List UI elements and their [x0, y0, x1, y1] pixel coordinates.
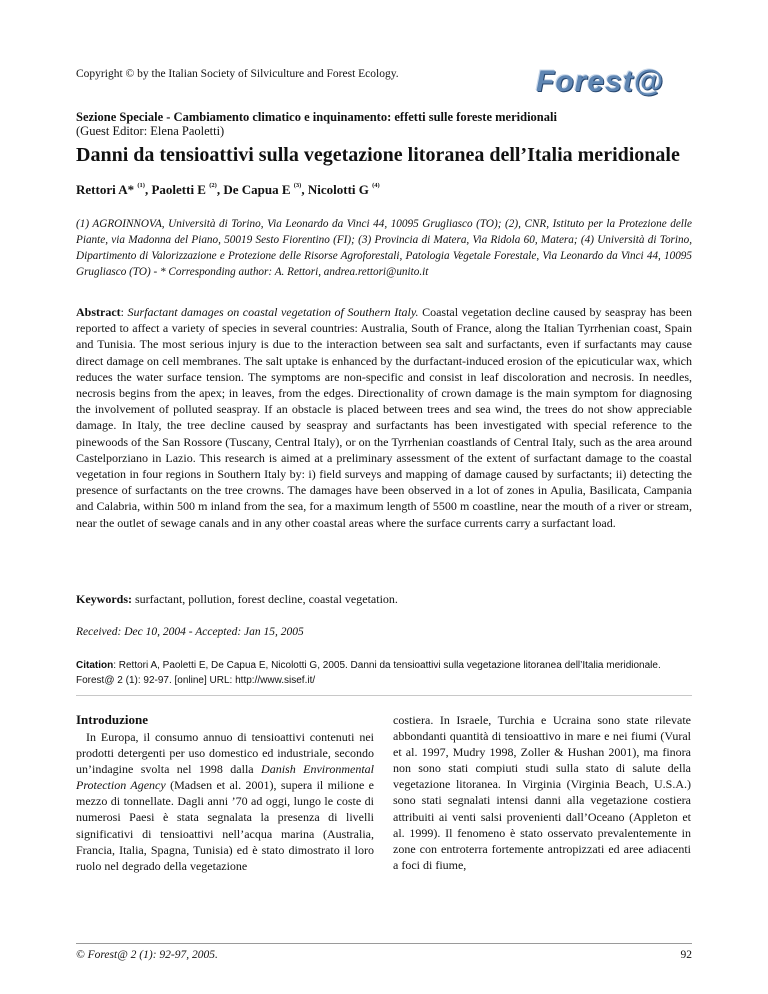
- author-name: Rettori A*: [76, 182, 135, 197]
- author-list: Rettori A* $^{(1)}$, Paoletti E $^{(2)}$, De Capua E $^{(3)}$, Nicolotti G $^{(4)}$: [76, 181, 380, 197]
- section-heading: Introduzione: [76, 712, 148, 727]
- copyright-notice: Copyright © by the Italian Society of Silviculture and Forest Ecology.: [76, 68, 399, 80]
- abstract-label: Abstract: [76, 305, 121, 319]
- author-name: Paoletti E: [151, 182, 206, 197]
- citation-label: Citation: [76, 660, 114, 671]
- agency-name: Danish Environmental Protection Agency: [76, 762, 375, 793]
- author-name: Nicolotti G: [307, 182, 369, 197]
- keywords: [76, 592, 398, 607]
- citation-text: : Rettori A, Paoletti E, De Capua E, Nicolotti G, 2005. Danni da tensioattivi sulla vegetazione litoranea dell’Italia meridionale. Forest@ 2 (1): 92-97. [online] URL: http://www.sisef.it/: [76, 660, 661, 686]
- forest-logo: Forest@: [536, 65, 664, 98]
- abstract-text: Coastal vegetation decline caused by seaspray has been reported to affect a variety of species in several countries: Australia, South of France, along the Italian Tyrrhenian coast, Spain and Tunisia. The most serious injury is due to the interaction between sea salt and surfactants, even if surfactants may cause direct damage on cell membranes. The salt uptake is enhanced by the durfactant-induced erosion of the epicuticular wax, which reduces the water surface tension. The symptoms are non-specific and consist in leaf discoloration and necrosis. In needles, necrosis begins from the apex; in leaves, from the edges. Directionality of crown damage is the main symptom for diagnosing the involvement of polluted seaspray. If an obstacle is placed between trees and sea wind, the trees do not show appreciable damage. In Italy, the tree decline caused by seaspray and surfactants has been investigated with special reference to the pinewoods of the San Rossore (Tuscany, Central Italy), or on the Tyrrhenian coastlands of Central Italy, such as the area around Castelporziano in Lazio. This research is aimed at a preliminary assessment of the extent of surfactant damage to the coastal vegetation in four regions in Southern Italy by: i) field surveys and mapping of damage caused by surfactants; ii) detecting the presence of surfactants on the tree crowns. The damages have been observed in a lot of zones in Apulia, Basilicata, Campania and Calabria, within 500 m inland from the sea, for a maximum length of 5500 m coastline, near the mouth of a river or stream, near the outlet of sewage canals and in any other coastal areas where the surface currents carry a surfactant load.: [76, 305, 693, 530]
- body-paragraph: costiera. In Israele, Turchia e Ucraina sono state rilevate abbondanti quantità di tensioattivo in mare e nei fiumi (Vural et al. 1997, Mudry 1998, Zoller & Hushan 2001), ma finora non sono stati compiuti studi sulla stato di salute della vegetazione litoranea. In Virginia (Virginia Beach, U.S.A.) sono stati segnalati intensi danni alla vegetazione costiera attribuiti ai venti salsi provenienti dall’Oceano (Appleton et al. 1999). Il fenomeno è stato osservato prevalentemente in zone con entroterra fortemente antropizzati ed aree adiacenti a foci di fiume,: [393, 713, 691, 872]
- affiliations: (1) AGROINNOVA, Università di Torino, Via Leonardo da Vinci 44, 10095 Grugliasco (TO); (2), CNR, Istituto per la Protezione delle Piante, via Madonna del Piano, 50019 Sesto Fiorentino (FI); (3) Provincia di Matera, Via Ridola 60, Matera; (4) Università di Torino, Dipartimento di Valorizzazione e Protezione delle Risorse Agroforestali, Patologia Vegetale Forestale, Via Leonardo da Vinci 44, 10095 Grugliasco (TO) - * Corresponding author: A. Rettori, andrea.rettori@unito.it: [76, 218, 692, 279]
- footer-divider: [76, 943, 692, 944]
- section-title: Sezione Speciale - Cambiamento climatico e inquinamento: effetti sulle foreste meridionali: [76, 110, 557, 124]
- keywords-label: Keywords:: [76, 592, 132, 606]
- body-text: (Madsen et al. 2001), supera il milione e mezzo di tonnellate. Dagli anni ’70 ad oggi, lungo le coste di numerosi Paesi è stata segnalata la presenza di livelli significativi di tensioattivi nell’acqua marina (Australia, Francia, Italia, Spagna, Tunisia) ed è stato dimostrato il loro ruolo nel degrado della vegetazione: [76, 778, 375, 873]
- keywords-text: surfactant, pollution, forest decline, coastal vegetation.: [135, 592, 398, 606]
- author-name: De Capua E: [223, 182, 291, 197]
- author-ref: (3): [293, 181, 302, 189]
- divider: [76, 695, 692, 696]
- body-column-right: [393, 712, 691, 873]
- page-number: 92: [680, 949, 692, 961]
- author-ref: (2): [209, 181, 217, 189]
- body-text: In Europa, il consumo annuo di tensioattivi contenuti nei prodotti detergenti per uso domestico ed industriale, secondo un’indagine svolta nel 1998 dalla: [76, 730, 374, 777]
- received-dates: Received: Dec 10, 2004 - Accepted: Jan 15, 2005: [76, 626, 304, 638]
- abstract: Abstract: Surfactant damages on coastal vegetation of Southern Italy. Coastal vegetation decline caused by seaspray has been reported to affect a variety of species in several countries: Australia, South of France, along the Italian Tyrrhenian coast, Spain and Tunisia. The most serious injury is due to the interaction between sea salt and surfactants, even if surfactants may cause direct damage on cell membranes. The salt uptake is enhanced by the durfactant-induced erosion of the epicuticular wax, which reduces the water surface tension. The symptoms are non-specific and consist in leaf discoloration and necrosis. In needles, necrosis begins from the apex; in leaves, from the edges. Directionality of crown damage is the main symptom for diagnosing the involvement of polluted seaspray. If an obstacle is placed between trees and sea wind, the trees do not show appreciable damage. In Italy, the tree decline caused by seaspray and surfactants has been investigated with special reference to the pinewoods of the San Rossore (Tuscany, Central Italy), or on the Tyrrhenian coastlands of Central Italy, such as the area around Castelporziano in Lazio. This research is aimed at a preliminary assessment of the extent of surfactant damage to the coastal vegetation in four regions in Southern Italy by: i) field surveys and mapping of damage caused by surfactants; ii) detecting the presence of surfactants on the tree crowns. The damages have been observed in a lot of zones in Apulia, Basilicata, Campania and Calabria, within 500 m inland from the sea, for a maximum length of 5500 m coastline, near the mouth of a river or stream, near the outlet of sewage canals and in any other coastal areas where the surface currents carry a surfactant load.: [76, 305, 693, 530]
- article-title: Danni da tensioattivi sulla vegetazione litoranea dell’Italia meridionale: [76, 144, 680, 166]
- author-ref: (4): [372, 181, 380, 189]
- citation: [76, 658, 692, 688]
- body-column-left: [76, 712, 374, 874]
- author-ref: (1): [137, 181, 145, 189]
- guest-editor: (Guest Editor: Elena Paoletti): [76, 124, 225, 138]
- abstract-title: Surfactant damages on coastal vegetation of Southern Italy.: [127, 305, 419, 319]
- body-paragraph: [76, 729, 374, 874]
- journal-reference: © Forest@ 2 (1): 92-97, 2005.: [76, 949, 218, 961]
